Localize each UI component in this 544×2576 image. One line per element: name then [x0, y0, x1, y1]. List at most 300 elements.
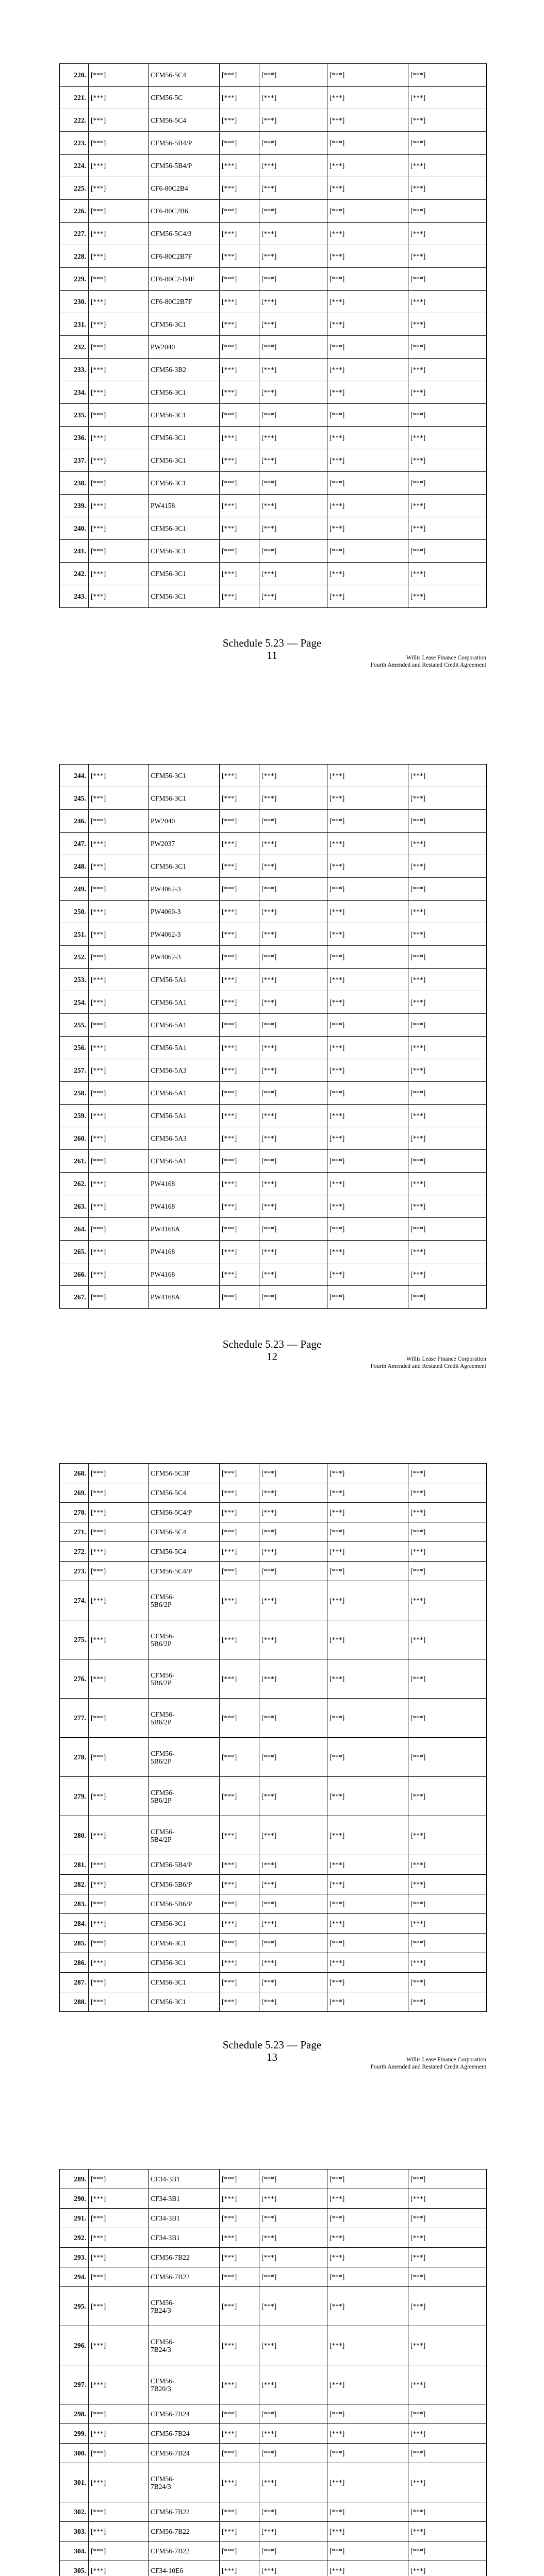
serial-number-cell: [***]	[89, 1992, 149, 2012]
col-5-cell: [***]	[259, 472, 327, 495]
col-7-cell: [***]	[408, 2365, 487, 2404]
col-6-cell: [***]	[327, 336, 408, 359]
schedule-table	[59, 764, 487, 1309]
col-7-cell: [***]	[408, 64, 487, 87]
col-6-cell: [***]	[327, 1105, 408, 1127]
item-number-cell: 232.	[60, 336, 89, 359]
col-4-cell: [***]	[220, 1195, 259, 1218]
col-5-cell: [***]	[259, 2502, 327, 2522]
engine-model-cell: CFM56-7B24	[149, 2424, 220, 2444]
item-number-cell: 282.	[60, 1875, 89, 1894]
col-4-cell: [***]	[220, 765, 259, 787]
table-row	[60, 1620, 487, 1659]
engine-model-cell: CFM56-3C1	[149, 1934, 220, 1953]
table-row	[60, 2248, 487, 2267]
serial-number-cell: [***]	[89, 2189, 149, 2209]
table-row	[60, 177, 487, 200]
item-number-cell: 254.	[60, 991, 89, 1014]
col-4-cell: [***]	[220, 991, 259, 1014]
page-number: 13	[267, 2051, 277, 2063]
col-5-cell: [***]	[259, 855, 327, 878]
engine-model-cell: CFM56-5C4	[149, 1522, 220, 1542]
item-number-cell: 247.	[60, 833, 89, 855]
engine-model-cell: CF34-10E6	[149, 2561, 220, 2576]
table-row	[60, 1562, 487, 1581]
serial-number-cell: [***]	[89, 923, 149, 946]
col-5-cell: [***]	[259, 2209, 327, 2228]
engine-model-cell: CF34-3B1	[149, 2189, 220, 2209]
item-number-cell: 284.	[60, 1914, 89, 1934]
table-row	[60, 1522, 487, 1542]
col-6-cell: [***]	[327, 923, 408, 946]
col-7-cell: [***]	[408, 991, 487, 1014]
table-row	[60, 1659, 487, 1699]
engine-model-cell: PW4168	[149, 1263, 220, 1286]
item-number-cell: 223.	[60, 132, 89, 155]
col-5-cell: [***]	[259, 1816, 327, 1855]
col-5-cell: [***]	[259, 1503, 327, 1522]
col-6-cell: [***]	[327, 765, 408, 787]
table-row	[60, 765, 487, 787]
serial-number-cell: [***]	[89, 1816, 149, 1855]
col-6-cell: [***]	[327, 200, 408, 223]
table-row	[60, 1934, 487, 1953]
table-row	[60, 1875, 487, 1894]
serial-number-cell: [***]	[89, 1973, 149, 1992]
table-row	[60, 1894, 487, 1914]
engine-model-cell: CFM56-5B4/P	[149, 155, 220, 177]
item-number-cell: 234.	[60, 381, 89, 404]
col-6-cell: [***]	[327, 404, 408, 427]
table-row	[60, 1241, 487, 1263]
serial-number-cell: [***]	[89, 359, 149, 381]
item-number-cell: 241.	[60, 540, 89, 563]
table-row	[60, 291, 487, 313]
table-row	[60, 1173, 487, 1195]
table-row	[60, 787, 487, 810]
col-4-cell: [***]	[220, 1699, 259, 1738]
col-4-cell: [***]	[220, 1581, 259, 1620]
col-5-cell: [***]	[259, 2424, 327, 2444]
serial-number-cell: [***]	[89, 87, 149, 109]
footer-company-block	[370, 1355, 486, 1370]
table-row	[60, 472, 487, 495]
schedule-label: Schedule 5.23 — Page	[222, 1338, 322, 1350]
col-6-cell: [***]	[327, 1894, 408, 1914]
col-6-cell: [***]	[327, 1286, 408, 1309]
item-number-cell: 235.	[60, 404, 89, 427]
col-5-cell: [***]	[259, 1082, 327, 1105]
item-number-cell: 290.	[60, 2189, 89, 2209]
col-7-cell: [***]	[408, 1195, 487, 1218]
engine-model-cell: PW4158	[149, 495, 220, 517]
serial-number-cell: [***]	[89, 1894, 149, 1914]
engine-model-cell: CFM56-5A1	[149, 969, 220, 991]
engine-model-cell: CFM56-5C4	[149, 64, 220, 87]
col-7-cell: [***]	[408, 1082, 487, 1105]
col-5-cell: [***]	[259, 2522, 327, 2541]
col-5-cell: [***]	[259, 1953, 327, 1973]
col-6-cell: [***]	[327, 2267, 408, 2287]
serial-number-cell: [***]	[89, 132, 149, 155]
col-7-cell: [***]	[408, 1241, 487, 1263]
engine-model-cell: CFM56-5B4/P	[149, 1855, 220, 1875]
col-6-cell: [***]	[327, 2424, 408, 2444]
engine-model-cell: CFM56-7B22	[149, 2541, 220, 2561]
col-7-cell: [***]	[408, 1286, 487, 1309]
col-4-cell: [***]	[220, 1875, 259, 1894]
item-number-cell: 243.	[60, 585, 89, 608]
col-7-cell: [***]	[408, 1816, 487, 1855]
col-6-cell: [***]	[327, 1542, 408, 1562]
engine-model-cell: PW2037	[149, 833, 220, 855]
item-number-cell: 261.	[60, 1150, 89, 1173]
col-4-cell: [***]	[220, 1037, 259, 1059]
engine-model-cell: CFM56- 5B6/2P	[149, 1738, 220, 1777]
col-6-cell: [***]	[327, 64, 408, 87]
item-number-cell: 242.	[60, 563, 89, 585]
col-5-cell: [***]	[259, 1105, 327, 1127]
col-7-cell: [***]	[408, 2502, 487, 2522]
engine-model-cell: CFM56-5A1	[149, 1150, 220, 1173]
col-6-cell: [***]	[327, 2561, 408, 2576]
col-4-cell: [***]	[220, 540, 259, 563]
engine-model-cell: CFM56-5A3	[149, 1059, 220, 1082]
serial-number-cell: [***]	[89, 1014, 149, 1037]
item-number-cell: 304.	[60, 2541, 89, 2561]
serial-number-cell: [***]	[89, 1522, 149, 1542]
col-4-cell: [***]	[220, 2444, 259, 2463]
item-number-cell: 238.	[60, 472, 89, 495]
col-6-cell: [***]	[327, 878, 408, 901]
engine-model-cell: CFM56-3C1	[149, 517, 220, 540]
serial-number-cell: [***]	[89, 1483, 149, 1503]
col-5-cell: [***]	[259, 1464, 327, 1483]
table-row	[60, 2561, 487, 2576]
col-6-cell: [***]	[327, 359, 408, 381]
table-row	[60, 1218, 487, 1241]
col-6-cell: [***]	[327, 540, 408, 563]
col-4-cell: [***]	[220, 2502, 259, 2522]
col-4-cell: [***]	[220, 1173, 259, 1195]
engine-model-cell: CFM56-5C4/3	[149, 223, 220, 245]
col-6-cell: [***]	[327, 245, 408, 268]
col-6-cell: [***]	[327, 1483, 408, 1503]
col-6-cell: [***]	[327, 2228, 408, 2248]
table-row	[60, 223, 487, 245]
serial-number-cell: [***]	[89, 833, 149, 855]
engine-model-cell: CFM56-3C1	[149, 563, 220, 585]
item-number-cell: 256.	[60, 1037, 89, 1059]
col-4-cell: [***]	[220, 313, 259, 336]
company-name: Willis Lease Finance Corporation	[406, 1356, 486, 1362]
col-6-cell: [***]	[327, 1503, 408, 1522]
col-6-cell: [***]	[327, 991, 408, 1014]
item-number-cell: 293.	[60, 2248, 89, 2267]
col-6-cell: [***]	[327, 2287, 408, 2326]
serial-number-cell: [***]	[89, 1150, 149, 1173]
item-number-cell: 301.	[60, 2463, 89, 2502]
serial-number-cell: [***]	[89, 2463, 149, 2502]
engine-model-cell: CFM56-3C1	[149, 765, 220, 787]
item-number-cell: 253.	[60, 969, 89, 991]
engine-model-cell: CFM56-7B22	[149, 2248, 220, 2267]
table-row	[60, 2444, 487, 2463]
col-7-cell: [***]	[408, 833, 487, 855]
table-row	[60, 109, 487, 132]
table-row	[60, 155, 487, 177]
col-5-cell: [***]	[259, 2248, 327, 2267]
col-6-cell: [***]	[327, 381, 408, 404]
engine-model-cell: CFM56- 5B6/2P	[149, 1777, 220, 1816]
col-5-cell: [***]	[259, 1263, 327, 1286]
table-row	[60, 449, 487, 472]
item-number-cell: 237.	[60, 449, 89, 472]
item-number-cell: 302.	[60, 2502, 89, 2522]
serial-number-cell: [***]	[89, 1953, 149, 1973]
col-4-cell: [***]	[220, 336, 259, 359]
engine-model-cell: CFM56- 5B6/2P	[149, 1620, 220, 1659]
engine-model-cell: PW4060-3	[149, 901, 220, 923]
item-number-cell: 248.	[60, 855, 89, 878]
item-number-cell: 298.	[60, 2404, 89, 2424]
col-7-cell: [***]	[408, 1173, 487, 1195]
item-number-cell: 259.	[60, 1105, 89, 1127]
table-row	[60, 2189, 487, 2209]
col-4-cell: [***]	[220, 200, 259, 223]
engine-model-cell: CFM56- 5B6/2P	[149, 1699, 220, 1738]
col-6-cell: [***]	[327, 563, 408, 585]
col-7-cell: [***]	[408, 585, 487, 608]
col-7-cell: [***]	[408, 1263, 487, 1286]
serial-number-cell: [***]	[89, 336, 149, 359]
col-4-cell: [***]	[220, 2287, 259, 2326]
col-7-cell: [***]	[408, 901, 487, 923]
col-5-cell: [***]	[259, 223, 327, 245]
table-row	[60, 2522, 487, 2541]
col-4-cell: [***]	[220, 2424, 259, 2444]
col-6-cell: [***]	[327, 1059, 408, 1082]
col-5-cell: [***]	[259, 1562, 327, 1581]
engine-model-cell: CF6-80C2B7F	[149, 291, 220, 313]
col-5-cell: [***]	[259, 1127, 327, 1150]
col-7-cell: [***]	[408, 2189, 487, 2209]
col-6-cell: [***]	[327, 1127, 408, 1150]
schedule-label: Schedule 5.23 — Page	[222, 2039, 322, 2051]
col-5-cell: [***]	[259, 336, 327, 359]
serial-number-cell: [***]	[89, 223, 149, 245]
col-5-cell: [***]	[259, 765, 327, 787]
table-row	[60, 1992, 487, 2012]
serial-number-cell: [***]	[89, 313, 149, 336]
item-number-cell: 246.	[60, 810, 89, 833]
table-row	[60, 1464, 487, 1483]
serial-number-cell: [***]	[89, 1127, 149, 1150]
col-5-cell: [***]	[259, 946, 327, 969]
col-6-cell: [***]	[327, 1816, 408, 1855]
item-number-cell: 267.	[60, 1286, 89, 1309]
col-4-cell: [***]	[220, 1522, 259, 1542]
col-4-cell: [***]	[220, 2541, 259, 2561]
col-7-cell: [***]	[408, 1992, 487, 2012]
col-5-cell: [***]	[259, 449, 327, 472]
col-6-cell: [***]	[327, 427, 408, 449]
table-row	[60, 359, 487, 381]
serial-number-cell: [***]	[89, 404, 149, 427]
serial-number-cell: [***]	[89, 517, 149, 540]
item-number-cell: 226.	[60, 200, 89, 223]
col-4-cell: [***]	[220, 2561, 259, 2576]
table-row	[60, 313, 487, 336]
col-5-cell: [***]	[259, 1037, 327, 1059]
table-row	[60, 200, 487, 223]
col-5-cell: [***]	[259, 1195, 327, 1218]
col-7-cell: [***]	[408, 1522, 487, 1542]
col-7-cell: [***]	[408, 969, 487, 991]
item-number-cell: 287.	[60, 1973, 89, 1992]
item-number-cell: 277.	[60, 1699, 89, 1738]
footer-company-block	[370, 654, 486, 669]
item-number-cell: 225.	[60, 177, 89, 200]
col-7-cell: [***]	[408, 923, 487, 946]
engine-model-cell: CFM56- 7B24/3	[149, 2287, 220, 2326]
col-7-cell: [***]	[408, 540, 487, 563]
col-5-cell: [***]	[259, 2404, 327, 2424]
col-4-cell: [***]	[220, 1934, 259, 1953]
item-number-cell: 266.	[60, 1263, 89, 1286]
col-4-cell: [***]	[220, 381, 259, 404]
col-7-cell: [***]	[408, 336, 487, 359]
item-number-cell: 260.	[60, 1127, 89, 1150]
table-row	[60, 2170, 487, 2189]
col-4-cell: [***]	[220, 427, 259, 449]
col-4-cell: [***]	[220, 155, 259, 177]
col-4-cell: [***]	[220, 923, 259, 946]
col-5-cell: [***]	[259, 1875, 327, 1894]
serial-number-cell: [***]	[89, 1464, 149, 1483]
col-7-cell: [***]	[408, 1659, 487, 1699]
serial-number-cell: [***]	[89, 1241, 149, 1263]
col-4-cell: [***]	[220, 2365, 259, 2404]
col-5-cell: [***]	[259, 2170, 327, 2189]
col-4-cell: [***]	[220, 1241, 259, 1263]
col-4-cell: [***]	[220, 449, 259, 472]
engine-model-cell: CF6-80C2B7F	[149, 245, 220, 268]
col-5-cell: [***]	[259, 1914, 327, 1934]
serial-number-cell: [***]	[89, 64, 149, 87]
col-6-cell: [***]	[327, 1218, 408, 1241]
col-4-cell: [***]	[220, 833, 259, 855]
engine-model-cell: PW4062-3	[149, 878, 220, 901]
table-row	[60, 2541, 487, 2561]
item-number-cell: 268.	[60, 1464, 89, 1483]
serial-number-cell: [***]	[89, 2287, 149, 2326]
col-5-cell: [***]	[259, 1542, 327, 1562]
col-7-cell: [***]	[408, 2326, 487, 2365]
col-6-cell: [***]	[327, 1875, 408, 1894]
schedule-label: Schedule 5.23 — Page	[222, 637, 322, 649]
col-6-cell: [***]	[327, 449, 408, 472]
col-5-cell: [***]	[259, 1173, 327, 1195]
engine-model-cell: CFM56- 5B4/2P	[149, 1816, 220, 1855]
item-number-cell: 289.	[60, 2170, 89, 2189]
item-number-cell: 285.	[60, 1934, 89, 1953]
agreement-name: Fourth Amended and Restated Credit Agreement	[370, 662, 486, 668]
col-5-cell: [***]	[259, 2228, 327, 2248]
item-number-cell: 272.	[60, 1542, 89, 1562]
col-5-cell: [***]	[259, 833, 327, 855]
serial-number-cell: [***]	[89, 1173, 149, 1195]
col-5-cell: [***]	[259, 177, 327, 200]
serial-number-cell: [***]	[89, 1777, 149, 1816]
serial-number-cell: [***]	[89, 1875, 149, 1894]
table-row	[60, 991, 487, 1014]
item-number-cell: 279.	[60, 1777, 89, 1816]
col-7-cell: [***]	[408, 1562, 487, 1581]
table-row	[60, 64, 487, 87]
col-6-cell: [***]	[327, 1914, 408, 1934]
col-6-cell: [***]	[327, 517, 408, 540]
table-row	[60, 1816, 487, 1855]
table-row	[60, 2424, 487, 2444]
serial-number-cell: [***]	[89, 1562, 149, 1581]
serial-number-cell: [***]	[89, 1659, 149, 1699]
col-5-cell: [***]	[259, 1620, 327, 1659]
col-5-cell: [***]	[259, 810, 327, 833]
engine-model-cell: CFM56-5A3	[149, 1127, 220, 1150]
col-5-cell: [***]	[259, 2267, 327, 2287]
col-6-cell: [***]	[327, 2189, 408, 2209]
table-row	[60, 1855, 487, 1875]
col-7-cell: [***]	[408, 1542, 487, 1562]
col-5-cell: [***]	[259, 495, 327, 517]
col-4-cell: [***]	[220, 1542, 259, 1562]
engine-model-cell: CFM56- 7B24/3	[149, 2326, 220, 2365]
table-row	[60, 245, 487, 268]
col-7-cell: [***]	[408, 2522, 487, 2541]
col-4-cell: [***]	[220, 87, 259, 109]
engine-model-cell: PW4062-3	[149, 946, 220, 969]
engine-model-cell: CFM56-3C1	[149, 472, 220, 495]
serial-number-cell: [***]	[89, 2209, 149, 2228]
item-number-cell: 249.	[60, 878, 89, 901]
engine-model-cell: CFM56-3C1	[149, 585, 220, 608]
serial-number-cell: [***]	[89, 1263, 149, 1286]
item-number-cell: 269.	[60, 1483, 89, 1503]
col-4-cell: [***]	[220, 1953, 259, 1973]
footer-company-block	[370, 2056, 486, 2071]
col-7-cell: [***]	[408, 1464, 487, 1483]
table-row	[60, 2209, 487, 2228]
col-4-cell: [***]	[220, 1777, 259, 1816]
col-7-cell: [***]	[408, 245, 487, 268]
col-5-cell: [***]	[259, 1855, 327, 1875]
serial-number-cell: [***]	[89, 2502, 149, 2522]
col-6-cell: [***]	[327, 495, 408, 517]
engine-model-cell: CF6-80C2B6	[149, 200, 220, 223]
col-5-cell: [***]	[259, 540, 327, 563]
engine-model-cell: PW4168A	[149, 1218, 220, 1241]
col-7-cell: [***]	[408, 87, 487, 109]
item-number-cell: 297.	[60, 2365, 89, 2404]
table-row	[60, 1581, 487, 1620]
col-7-cell: [***]	[408, 1105, 487, 1127]
col-5-cell: [***]	[259, 1934, 327, 1953]
table-row	[60, 495, 487, 517]
engine-model-cell: CFM56-3B2	[149, 359, 220, 381]
item-number-cell: 296.	[60, 2326, 89, 2365]
serial-number-cell: [***]	[89, 2267, 149, 2287]
